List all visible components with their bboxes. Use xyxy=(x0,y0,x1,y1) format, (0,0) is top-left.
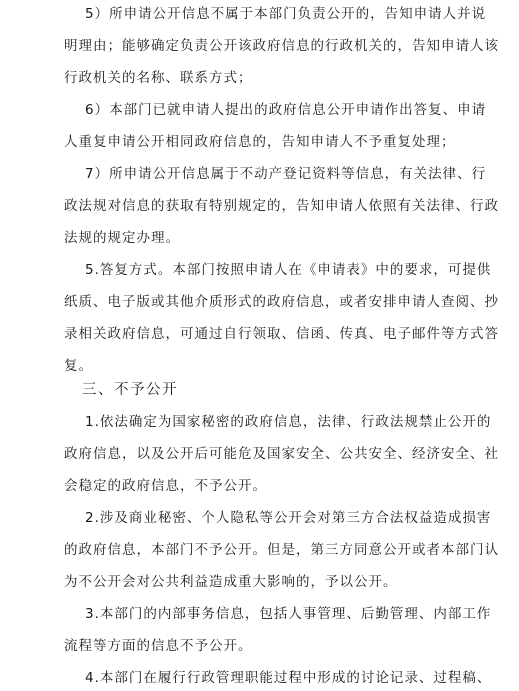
paragraph-line: 政府信息，以及公开后可能危及国家安全、公共安全、经济安全、社 xyxy=(64,446,499,462)
paragraph-line: 行政机关的名称、联系方式； xyxy=(64,70,253,86)
paragraph-line: 录相关政府信息，可通过自行领取、信函、传真、电子邮件等方式答 xyxy=(64,326,499,342)
paragraph-line: 2.涉及商业秘密、个人隐私等公开会对第三方合法权益造成损害 xyxy=(85,510,492,526)
paragraph-line: 复。 xyxy=(64,358,93,374)
paragraph-line: 为不公开会对公共利益造成重大影响的，予以公开。 xyxy=(64,574,398,590)
paragraph-line: 5）所申请公开信息不属于本部门负责公开的，告知申请人并说 xyxy=(85,6,487,22)
paragraph-line: 7）所申请公开信息属于不动产登记资料等信息，有关法律、行 xyxy=(85,166,487,182)
paragraph-line: 人重复申请公开相同政府信息的，告知申请人不予重复处理； xyxy=(64,134,456,150)
paragraph-line: 明理由；能够确定负责公开该政府信息的行政机关的，告知申请人该 xyxy=(64,38,499,54)
paragraph-line: 5.答复方式。本部门按照申请人在《申请表》中的要求，可提供 xyxy=(85,262,492,278)
paragraph-line: 流程等方面的信息不予公开。 xyxy=(64,638,253,654)
paragraph-line: 的政府信息，本部门不予公开。但是，第三方同意公开或者本部门认 xyxy=(64,542,499,558)
paragraph-line: 1.依法确定为国家秘密的政府信息，法律、行政法规禁止公开的 xyxy=(85,414,492,430)
paragraph-line: 4.本部门在履行行政管理职能过程中形成的讨论记录、过程稿、 xyxy=(85,670,492,686)
paragraph-line: 政法规对信息的获取有特别规定的，告知申请人依照有关法律、行政 xyxy=(64,198,499,214)
paragraph-line: 会稳定的政府信息，不予公开。 xyxy=(64,478,267,494)
paragraph-line: 法规的规定办理。 xyxy=(64,230,180,246)
paragraph-line: 3.本部门的内部事务信息，包括人事管理、后勤管理、内部工作 xyxy=(85,606,492,622)
section-heading: 三、不予公开 xyxy=(82,382,178,398)
paragraph-line: 纸质、电子版或其他介质形式的政府信息，或者安排申请人查阅、抄 xyxy=(64,294,499,310)
paragraph-line: 6）本部门已就申请人提出的政府信息公开申请作出答复、申请 xyxy=(85,102,487,118)
